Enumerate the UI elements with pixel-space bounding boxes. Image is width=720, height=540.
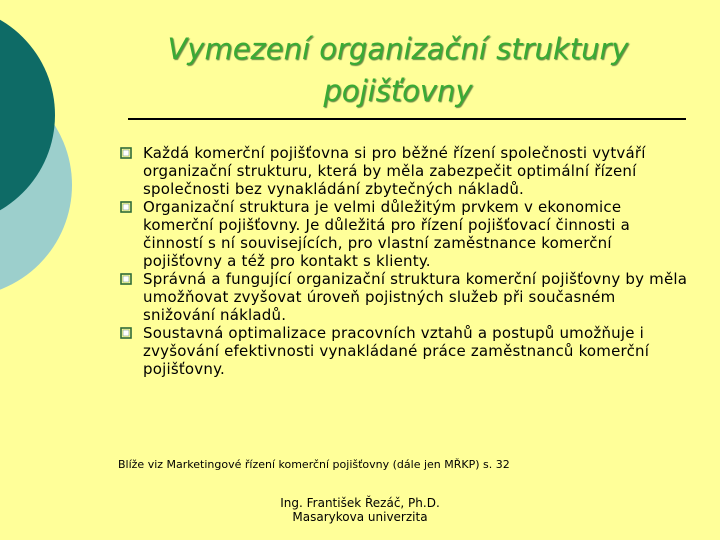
footer-author: Ing. František Řezáč, Ph.D. (280, 496, 440, 510)
slide-title (110, 28, 686, 112)
title-line-1: Vymezení organizační struktury (167, 32, 629, 66)
footer (200, 496, 520, 524)
checkbox-square-icon (120, 273, 132, 285)
checkbox-square-icon (120, 327, 132, 339)
footer-institution: Masarykova univerzita (292, 510, 428, 524)
title-divider (128, 118, 686, 120)
bullet-item (118, 144, 688, 198)
bullet-text: Každá komerční pojišťovna si pro běžné řízení společnosti vytváří organizační strukturu, která by měla zabezpečit optimální řízení společnosti bez vynakládání zbytečných nákladů. (143, 144, 646, 198)
checkbox-square-icon (120, 147, 132, 159)
bullet-text: Organizační struktura je velmi důležitým prvkem v ekonomice komerční pojišťovny. Je důležitá pro řízení pojišťovací činnosti a činností s ní souvisejících, pro vlastní zaměstnance komerční pojišťovny a též pro kontakt s klienty. (143, 198, 630, 270)
reference-note: Blíže viz Marketingové řízení komerční pojišťovny (dále jen MŘKP) s. 32 (118, 458, 510, 471)
bullet-text: Správná a fungující organizační struktura komerční pojišťovny by měla umožňovat zvyšovat úroveň pojistných služeb při současném snižování nákladů. (143, 270, 688, 324)
checkbox-square-icon (120, 201, 132, 213)
bullet-item (118, 270, 688, 324)
bullet-item (118, 324, 688, 378)
title-line-2: pojišťovny (323, 74, 473, 108)
bullet-item (118, 198, 688, 270)
bullet-text: Soustavná optimalizace pracovních vztahů a postupů umožňuje i zvyšování efektivnosti vynakládané práce zaměstnanců komerční pojišťovny. (143, 324, 650, 378)
bullet-list (118, 144, 688, 378)
decorative-circles (0, 0, 120, 300)
